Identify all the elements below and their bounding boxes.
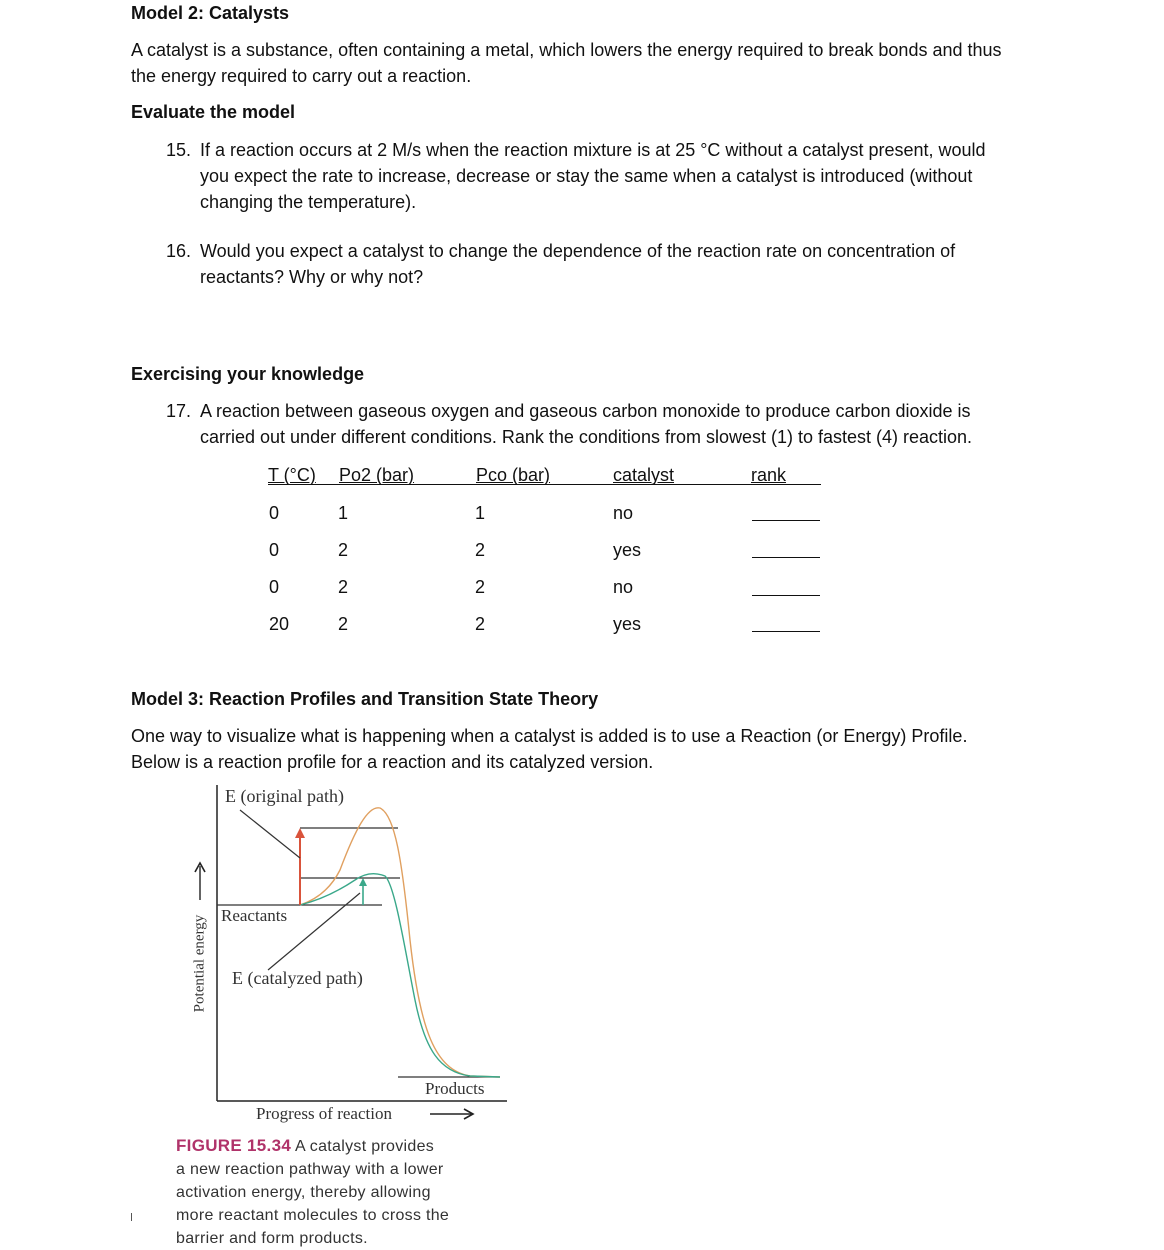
header-catalyst: catalyst [613,465,675,485]
caption-text: a new reaction pathway with a lower [176,1161,444,1178]
cell-t: 0 [269,540,280,560]
cell-t: 20 [269,614,290,634]
catalyzed-path-label: E (catalyzed path) [232,968,363,988]
original-ea-arrowhead [295,828,305,838]
page-margin-mark [131,1213,132,1221]
cell-pco: 2 [475,540,486,560]
caption-text: activation energy, thereby allowing [176,1184,431,1201]
cell-po2: 2 [338,540,349,560]
header-po2: Po2 (bar) [339,465,415,485]
question-number: 15. [166,140,192,160]
question-number: 16. [166,241,192,261]
figure-caption [176,1134,506,1250]
header-pco: Pco (bar) [476,465,551,485]
cell-po2: 2 [338,614,349,634]
cell-pco: 2 [475,614,486,634]
question-text: If a reaction occurs at 2 M/s when the reaction mixture is at 25 °C without a catalyst present, would [200,140,986,160]
original-path-label: E (original path) [225,786,344,806]
header-temperature: T (°C) [268,465,316,485]
question-text: reactants? Why or why not? [200,267,424,287]
cell-po2: 2 [338,577,349,597]
question-text: carried out under different conditions. Rank the conditions from slowest (1) to fastest (4) reaction. [200,427,973,447]
cell-catalyst: yes [613,540,642,560]
cell-catalyst: no [613,577,634,597]
question-number: 17. [166,401,192,421]
original-label-leader [240,810,300,858]
model2-title: Model 2: Catalysts [131,3,290,23]
cell-t: 0 [269,503,280,523]
cell-catalyst: no [613,503,634,523]
catalyzed-ea-arrowhead [359,878,367,886]
exercise-heading: Exercising your knowledge [131,364,365,384]
caption-text: more reactant molecules to cross the [176,1207,450,1224]
cell-catalyst: yes [613,614,642,634]
y-axis-label: Potential energy [191,914,208,1013]
products-label: Products [425,1079,485,1098]
question-text: you expect the rate to increase, decrease or stay the same when a catalyst is introduced (without [200,166,973,186]
caption-text: A catalyst provides [294,1138,435,1155]
caption-text: barrier and form products. [176,1230,368,1247]
model2-intro-line1: A catalyst is a substance, often containing a metal, which lowers the energy required to break bonds and thus [131,40,1002,60]
evaluate-heading: Evaluate the model [131,102,296,122]
original-path-curve [300,808,500,1077]
model3-intro-line2: Below is a reaction profile for a reaction and its catalyzed version. [131,752,654,772]
model3-intro-line1: One way to visualize what is happening when a catalyst is added is to use a Reaction (or Energy) Profile. [131,726,968,746]
question-text: Would you expect a catalyst to change the dependence of the reaction rate on concentration of [200,241,956,261]
model3-title: Model 3: Reaction Profiles and Transition State Theory [131,689,599,709]
cell-t: 0 [269,577,280,597]
model2-intro-line2: the energy required to carry out a reaction. [131,66,472,86]
x-axis-label: Progress of reaction [256,1104,392,1123]
header-rank: rank [751,465,787,485]
reactants-label: Reactants [221,906,288,925]
question-text: changing the temperature). [200,192,417,212]
cell-po2: 1 [338,503,349,523]
cell-pco: 2 [475,577,486,597]
figure-number: FIGURE 15.34 [176,1136,292,1155]
question-text: A reaction between gaseous oxygen and gaseous carbon monoxide to produce carbon dioxide is [200,401,971,421]
cell-pco: 1 [475,503,486,523]
